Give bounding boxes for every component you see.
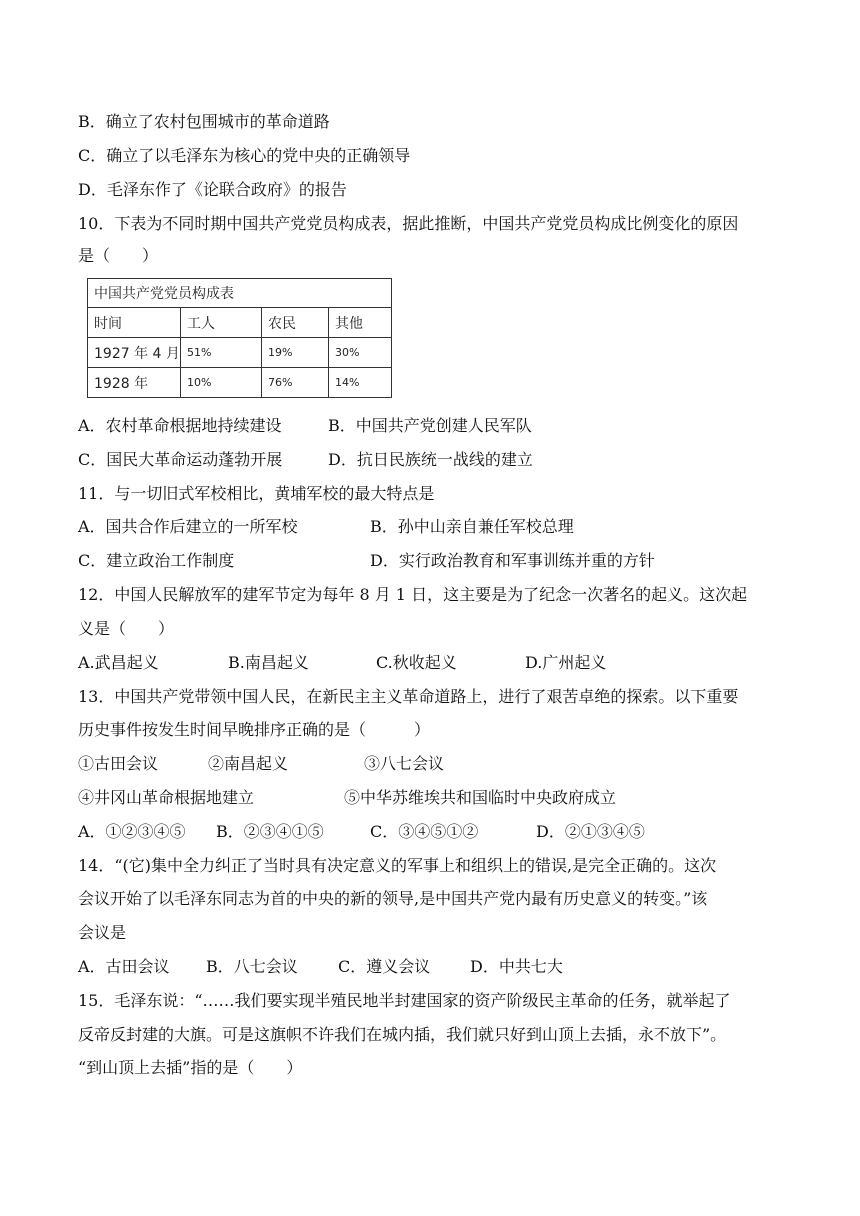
q13-event-3: ③八七会议 bbox=[364, 754, 445, 773]
table-row bbox=[88, 368, 392, 398]
q13-option-b: B．②③④①⑤ bbox=[216, 822, 324, 841]
q9-option-c: C．确立了以毛泽东为核心的党中央的正确领导 bbox=[78, 146, 411, 165]
q13-event-2: ②南昌起义 bbox=[208, 754, 289, 773]
q14-stem-line3: 会议是 bbox=[78, 923, 127, 942]
q12-option-d: D.广州起义 bbox=[525, 653, 607, 672]
q14-stem-line1: 14．“(它)集中全力纠正了当时具有决定意义的军事上和组织上的错误,是完全正确的。这次 bbox=[78, 856, 717, 875]
q14-option-d: D．中共七大 bbox=[470, 957, 563, 976]
table-row bbox=[88, 338, 392, 368]
q14-option-a: A．古田会议 bbox=[78, 957, 170, 976]
q10-stem-line2: 是（ ） bbox=[78, 246, 159, 265]
q11-option-a: A．国共合作后建立的一所军校 bbox=[78, 517, 298, 536]
q12-option-b: B.南昌起义 bbox=[228, 653, 309, 672]
q11-option-d: D．实行政治教育和军事训练并重的方针 bbox=[370, 551, 655, 570]
q13-stem-line1: 13．中国共产党带领中国人民，在新民主主义革命道路上，进行了艰苦卓绝的探索。以下重要 bbox=[78, 687, 739, 706]
q10-option-c: C．国民大革命运动蓬勃开展 bbox=[78, 450, 283, 469]
q13-option-d: D．②①③④⑤ bbox=[536, 822, 645, 841]
q13-option-c: C．③④⑤①② bbox=[370, 822, 479, 841]
q15-stem-line1: 15．毛泽东说：“……我们要实现半殖民地半封建国家的资产阶级民主革命的任务，就举起了 bbox=[78, 991, 731, 1010]
party-member-table bbox=[87, 278, 392, 398]
q13-option-a: A．①②③④⑤ bbox=[78, 822, 186, 841]
q15-stem-line3: “到山顶上去插”指的是（ ） bbox=[78, 1058, 303, 1077]
q10-option-a: A．农村革命根据地持续建设 bbox=[78, 416, 282, 435]
q13-event-1: ①古田会议 bbox=[78, 754, 159, 773]
q9-option-b: B．确立了农村包围城市的革命道路 bbox=[78, 112, 330, 131]
q12-stem-line2: 义是（ ） bbox=[78, 619, 175, 638]
q12-stem-line1: 12．中国人民解放军的建军节定为每年 8 月 1 日，这主要是为了纪念一次著名的起义。这次起 bbox=[78, 585, 748, 604]
q13-event-4: ④井冈山革命根据地建立 bbox=[78, 788, 255, 807]
q12-option-c: C.秋收起义 bbox=[376, 653, 457, 672]
table-caption: 中国共产党党员构成表 bbox=[88, 279, 392, 308]
q14-stem-line2: 会议开始了以毛泽东同志为首的中央的新的领导,是中国共产党内最有历史意义的转变。”该 bbox=[78, 889, 708, 908]
q10-stem-line1: 10．下表为不同时期中国共产党党员构成表，据此推断，中国共产党党员构成比例变化的原因 bbox=[78, 214, 739, 233]
table-cell: 76% bbox=[262, 368, 329, 398]
table-header-peasants: 农民 bbox=[262, 308, 329, 338]
q11-stem: 11．与一切旧式军校相比，黄埔军校的最大特点是 bbox=[78, 484, 435, 503]
q14-option-c: C．遵义会议 bbox=[338, 957, 431, 976]
q13-event-5: ⑤中华苏维埃共和国临时中央政府成立 bbox=[344, 788, 617, 807]
table-cell: 19% bbox=[262, 338, 329, 368]
q10-option-b: B．中国共产党创建人民军队 bbox=[328, 416, 532, 435]
table-cell: 1927 年 4 月 bbox=[88, 338, 181, 368]
q9-option-d: D．毛泽东作了《论联合政府》的报告 bbox=[78, 180, 347, 199]
q12-option-a: A.武昌起义 bbox=[78, 653, 159, 672]
q11-option-b: B．孙中山亲自兼任军校总理 bbox=[370, 517, 574, 536]
table-cell: 10% bbox=[181, 368, 262, 398]
q14-option-b: B．八七会议 bbox=[206, 957, 298, 976]
q15-stem-line2: 反帝反封建的大旗。可是这旗帜不许我们在城内插，我们就只好到山顶上去插，永不放下”。 bbox=[78, 1025, 727, 1044]
q10-option-d: D．抗日民族统一战线的建立 bbox=[328, 450, 533, 469]
table-cell: 51% bbox=[181, 338, 262, 368]
table-cell: 14% bbox=[329, 368, 392, 398]
table-header-time: 时间 bbox=[88, 308, 181, 338]
table-header-row bbox=[88, 308, 392, 338]
table-header-others: 其他 bbox=[329, 308, 392, 338]
q11-option-c: C．建立政治工作制度 bbox=[78, 551, 235, 570]
table-cell: 1928 年 bbox=[88, 368, 181, 398]
q13-stem-line2: 历史事件按发生时间早晚排序正确的是（ ） bbox=[78, 720, 431, 739]
table-header-workers: 工人 bbox=[181, 308, 262, 338]
table-cell: 30% bbox=[329, 338, 392, 368]
